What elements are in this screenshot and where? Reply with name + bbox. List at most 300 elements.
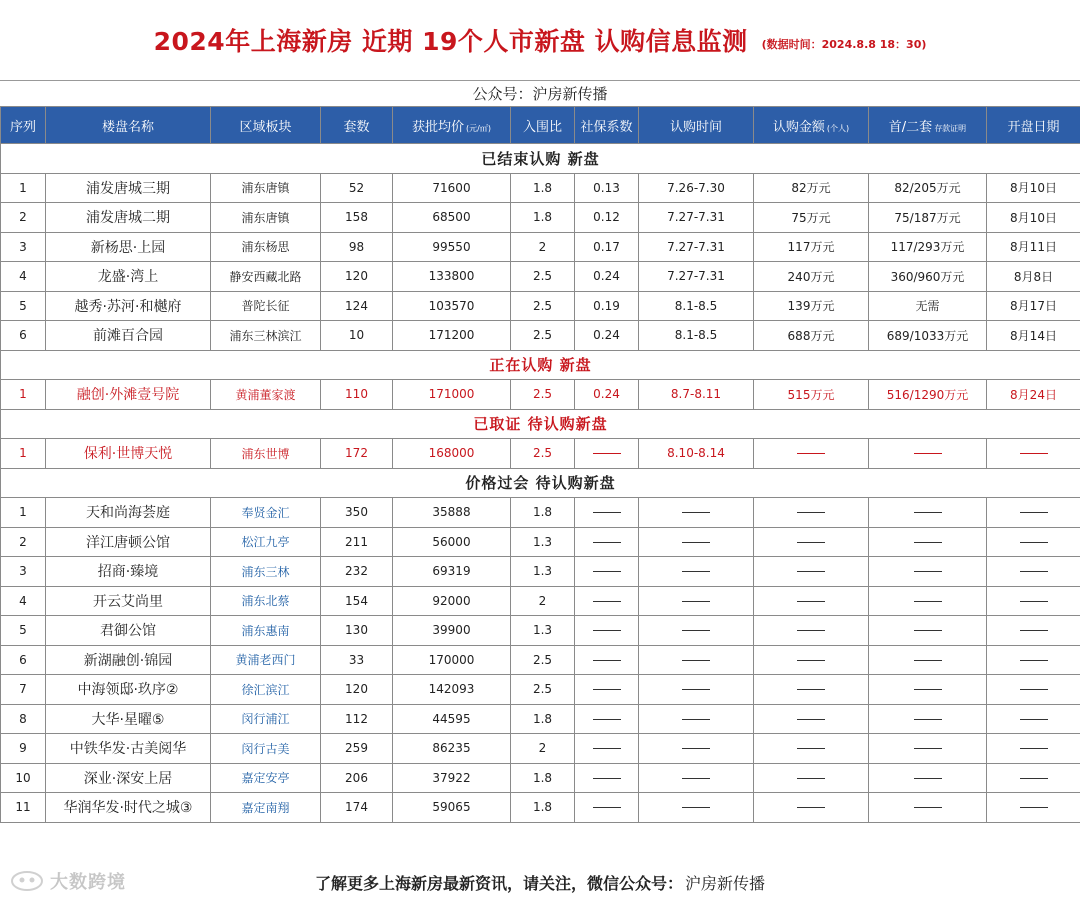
header-deposit-unit: 存款证明 (934, 123, 967, 133)
cell-open: 8月10日 (987, 173, 1080, 203)
dash-placeholder (914, 778, 942, 779)
cell-open (987, 616, 1080, 646)
cell-amount: 82万元 (754, 173, 869, 203)
cell-units: 98 (321, 232, 393, 262)
cell-open (987, 734, 1080, 764)
cell-ratio: 1.8 (511, 763, 575, 793)
header-price (393, 107, 511, 144)
dash-placeholder (593, 807, 621, 808)
cell-ratio: 1.8 (511, 793, 575, 823)
cell-units: 158 (321, 203, 393, 233)
cell-deposit (869, 704, 987, 734)
cell-social (575, 704, 639, 734)
cell-units: 259 (321, 734, 393, 764)
cell-units: 232 (321, 557, 393, 587)
table-row (1, 616, 1080, 646)
footer (0, 862, 1080, 903)
dash-placeholder (593, 660, 621, 661)
cell-deposit: 360/960万元 (869, 262, 987, 292)
cell-time (639, 763, 754, 793)
dash-placeholder (797, 778, 825, 779)
cell-amount (754, 527, 869, 557)
cell-ratio: 1.8 (511, 704, 575, 734)
cell-time: 8.1-8.5 (639, 321, 754, 351)
cell-seq: 9 (1, 734, 46, 764)
cell-deposit: 82/205万元 (869, 173, 987, 203)
cell-deposit (869, 527, 987, 557)
cell-amount: 240万元 (754, 262, 869, 292)
dash-placeholder (593, 453, 621, 454)
cell-social (575, 439, 639, 469)
footer-text: 了解更多上海新房最新资讯，请关注，微信公众号： (314, 874, 683, 893)
cell-name: 融创·外滩壹号院 (46, 380, 211, 410)
cell-time (639, 616, 754, 646)
cell-district: 徐汇滨江 (211, 675, 321, 705)
cell-ratio: 2.5 (511, 262, 575, 292)
section-ongoing-label: 正在认购 新盘 (1, 350, 1080, 380)
cell-seq: 5 (1, 291, 46, 321)
cell-district: 闵行浦江 (211, 704, 321, 734)
cell-name: 深业·深安上居 (46, 763, 211, 793)
cell-open (987, 645, 1080, 675)
watermark-text: 大数跨境 (50, 872, 126, 893)
header-deposit-label: 首/二套 (888, 119, 933, 135)
cell-time: 7.27-7.31 (639, 232, 754, 262)
cell-units: 120 (321, 675, 393, 705)
cell-district: 浦东北蔡 (211, 586, 321, 616)
title-bar (0, 0, 1080, 81)
cell-seq: 6 (1, 321, 46, 351)
dash-placeholder (797, 571, 825, 572)
dash-placeholder (914, 748, 942, 749)
table-row (1, 291, 1080, 321)
cell-deposit (869, 616, 987, 646)
cell-units: 120 (321, 262, 393, 292)
cell-deposit (869, 586, 987, 616)
cell-price: 92000 (393, 586, 511, 616)
cell-open (987, 586, 1080, 616)
cell-ratio: 1.8 (511, 203, 575, 233)
cell-social: 0.24 (575, 262, 639, 292)
cell-ratio: 1.8 (511, 173, 575, 203)
header-open: 开盘日期 (987, 107, 1080, 144)
dash-placeholder (682, 660, 710, 661)
table-row (1, 380, 1080, 410)
cell-time (639, 675, 754, 705)
cell-amount (754, 557, 869, 587)
dash-placeholder (797, 719, 825, 720)
cell-open: 8月24日 (987, 380, 1080, 410)
header-deposit (869, 107, 987, 144)
cell-ratio: 1.3 (511, 557, 575, 587)
cell-name: 开云艾尚里 (46, 586, 211, 616)
section-row-certified (1, 409, 1080, 439)
cell-social: 0.24 (575, 321, 639, 351)
cell-open (987, 527, 1080, 557)
dash-placeholder (914, 719, 942, 720)
dash-placeholder (593, 719, 621, 720)
cell-open: 8月10日 (987, 203, 1080, 233)
header-ratio: 入围比 (511, 107, 575, 144)
table-row (1, 203, 1080, 233)
table-body (1, 144, 1080, 823)
cell-seq: 3 (1, 557, 46, 587)
cell-time: 8.7-8.11 (639, 380, 754, 410)
cell-district: 黄浦董家渡 (211, 380, 321, 410)
cell-name: 中铁华发·古美阅华 (46, 734, 211, 764)
dash-placeholder (682, 748, 710, 749)
footer-account: 沪房新传播 (685, 874, 766, 893)
cell-seq: 4 (1, 262, 46, 292)
header-amount-unit: (个人) (826, 123, 850, 133)
dash-placeholder (1020, 542, 1048, 543)
dash-placeholder (914, 571, 942, 572)
dash-placeholder (914, 512, 942, 513)
cell-social (575, 616, 639, 646)
cell-social (575, 557, 639, 587)
dash-placeholder (797, 689, 825, 690)
dash-placeholder (1020, 778, 1048, 779)
table-row (1, 262, 1080, 292)
dash-placeholder (1020, 512, 1048, 513)
cell-time: 7.26-7.30 (639, 173, 754, 203)
cell-open: 8月17日 (987, 291, 1080, 321)
cell-name: 洋江唐顿公馆 (46, 527, 211, 557)
dash-placeholder (914, 601, 942, 602)
cell-name: 浦发唐城三期 (46, 173, 211, 203)
cell-deposit (869, 793, 987, 823)
cell-price: 35888 (393, 498, 511, 528)
cell-ratio: 2.5 (511, 675, 575, 705)
header-price-label: 获批均价 (412, 119, 465, 135)
cell-district: 浦东杨思 (211, 232, 321, 262)
cell-seq: 10 (1, 763, 46, 793)
cell-district: 浦东三林 (211, 557, 321, 587)
cell-price: 39900 (393, 616, 511, 646)
cell-seq: 4 (1, 586, 46, 616)
header-amount-label: 认购金额 (772, 119, 825, 135)
cell-seq: 1 (1, 498, 46, 528)
cell-open: 8月11日 (987, 232, 1080, 262)
listing-table (0, 106, 1080, 823)
cell-seq: 1 (1, 173, 46, 203)
cell-seq: 6 (1, 645, 46, 675)
dash-placeholder (682, 512, 710, 513)
cell-name: 君御公馆 (46, 616, 211, 646)
cell-social: 0.19 (575, 291, 639, 321)
table-row (1, 734, 1080, 764)
table-row (1, 321, 1080, 351)
cell-time: 7.27-7.31 (639, 262, 754, 292)
table-row (1, 704, 1080, 734)
cell-price: 103570 (393, 291, 511, 321)
cell-open (987, 704, 1080, 734)
cell-name: 龙盛·湾上 (46, 262, 211, 292)
dash-placeholder (593, 601, 621, 602)
cell-seq: 3 (1, 232, 46, 262)
table-row (1, 763, 1080, 793)
dash-placeholder (1020, 807, 1048, 808)
table-row (1, 557, 1080, 587)
cell-district: 黄浦老西门 (211, 645, 321, 675)
cell-ratio: 2.5 (511, 439, 575, 469)
cell-seq: 7 (1, 675, 46, 705)
table-row (1, 498, 1080, 528)
cell-units: 350 (321, 498, 393, 528)
cell-open (987, 498, 1080, 528)
cell-units: 211 (321, 527, 393, 557)
page-title: 2024年上海新房 近期 19个人市新盘 认购信息监测 (153, 27, 748, 56)
cell-amount (754, 439, 869, 469)
dash-placeholder (914, 807, 942, 808)
cell-price: 171200 (393, 321, 511, 351)
cell-social: 0.12 (575, 203, 639, 233)
cell-price: 37922 (393, 763, 511, 793)
dash-placeholder (682, 689, 710, 690)
cell-social: 0.17 (575, 232, 639, 262)
cell-price: 68500 (393, 203, 511, 233)
cell-amount (754, 645, 869, 675)
cell-deposit (869, 645, 987, 675)
cell-ratio: 2 (511, 232, 575, 262)
cell-deposit: 无需 (869, 291, 987, 321)
cell-district: 浦东唐镇 (211, 173, 321, 203)
cell-units: 174 (321, 793, 393, 823)
cell-price: 170000 (393, 645, 511, 675)
cell-deposit (869, 557, 987, 587)
cell-social: 0.13 (575, 173, 639, 203)
dash-placeholder (797, 748, 825, 749)
cell-open (987, 763, 1080, 793)
cell-units: 33 (321, 645, 393, 675)
cell-district: 松江九亭 (211, 527, 321, 557)
cell-district: 浦东唐镇 (211, 203, 321, 233)
cell-amount: 117万元 (754, 232, 869, 262)
cell-district: 闵行古美 (211, 734, 321, 764)
cell-time (639, 527, 754, 557)
table-row (1, 586, 1080, 616)
cell-name: 前滩百合园 (46, 321, 211, 351)
dash-placeholder (593, 689, 621, 690)
dash-placeholder (797, 512, 825, 513)
dash-placeholder (682, 807, 710, 808)
cell-price: 142093 (393, 675, 511, 705)
dash-placeholder (593, 630, 621, 631)
cell-district: 静安西藏北路 (211, 262, 321, 292)
cell-price: 69319 (393, 557, 511, 587)
cell-district: 嘉定安亭 (211, 763, 321, 793)
table-header-row (1, 107, 1080, 144)
cell-time (639, 498, 754, 528)
dash-placeholder (682, 719, 710, 720)
cell-amount (754, 793, 869, 823)
dash-placeholder (593, 512, 621, 513)
header-time: 认购时间 (639, 107, 754, 144)
dash-placeholder (1020, 719, 1048, 720)
cell-name: 招商·臻境 (46, 557, 211, 587)
cell-price: 171000 (393, 380, 511, 410)
dash-placeholder (1020, 748, 1048, 749)
cell-name: 中海领邸·玖序② (46, 675, 211, 705)
cell-time: 7.27-7.31 (639, 203, 754, 233)
section-row-ended (1, 144, 1080, 174)
cell-units: 112 (321, 704, 393, 734)
dash-placeholder (1020, 601, 1048, 602)
cell-open: 8月8日 (987, 262, 1080, 292)
dash-placeholder (914, 660, 942, 661)
cell-open (987, 793, 1080, 823)
cell-amount (754, 704, 869, 734)
cell-amount (754, 734, 869, 764)
cell-social: 0.24 (575, 380, 639, 410)
header-amount (754, 107, 869, 144)
data-time-note: (数据时间：2024.8.8 18：30) (761, 38, 927, 51)
cell-units: 52 (321, 173, 393, 203)
section-certified-label: 已取证 待认购新盘 (1, 409, 1080, 439)
section-priced-label: 价格过会 待认购新盘 (1, 468, 1080, 498)
cell-seq: 11 (1, 793, 46, 823)
cell-ratio: 2.5 (511, 380, 575, 410)
cell-seq: 8 (1, 704, 46, 734)
cell-deposit: 75/187万元 (869, 203, 987, 233)
cell-district: 奉贤金汇 (211, 498, 321, 528)
dash-placeholder (797, 542, 825, 543)
cell-deposit (869, 763, 987, 793)
cell-deposit (869, 498, 987, 528)
cell-units: 130 (321, 616, 393, 646)
cell-name: 华润华发·时代之城③ (46, 793, 211, 823)
cell-name: 保利·世博天悦 (46, 439, 211, 469)
cell-price: 71600 (393, 173, 511, 203)
cell-name: 浦发唐城二期 (46, 203, 211, 233)
cell-amount (754, 675, 869, 705)
cell-social (575, 675, 639, 705)
cell-time (639, 557, 754, 587)
dash-placeholder (1020, 571, 1048, 572)
cell-name: 天和尚海荟庭 (46, 498, 211, 528)
dash-placeholder (593, 542, 621, 543)
cell-seq: 2 (1, 527, 46, 557)
header-units: 套数 (321, 107, 393, 144)
cell-deposit (869, 734, 987, 764)
table-row (1, 793, 1080, 823)
cell-social (575, 527, 639, 557)
cell-ratio: 2 (511, 734, 575, 764)
cell-district: 浦东三林滨江 (211, 321, 321, 351)
cell-deposit (869, 439, 987, 469)
cell-ratio: 2.5 (511, 645, 575, 675)
cell-name: 越秀·苏河·和樾府 (46, 291, 211, 321)
dash-placeholder (797, 807, 825, 808)
cell-units: 172 (321, 439, 393, 469)
cell-deposit: 516/1290万元 (869, 380, 987, 410)
dash-placeholder (682, 542, 710, 543)
cell-deposit: 117/293万元 (869, 232, 987, 262)
cell-seq: 1 (1, 439, 46, 469)
cell-price: 133800 (393, 262, 511, 292)
dash-placeholder (914, 453, 942, 454)
cell-time: 8.10-8.14 (639, 439, 754, 469)
cell-amount: 75万元 (754, 203, 869, 233)
cell-deposit: 689/1033万元 (869, 321, 987, 351)
cell-amount (754, 763, 869, 793)
dash-placeholder (1020, 630, 1048, 631)
table-row (1, 527, 1080, 557)
dash-placeholder (797, 660, 825, 661)
cell-ratio: 2.5 (511, 321, 575, 351)
header-social: 社保系数 (575, 107, 639, 144)
watermark (10, 866, 126, 896)
cell-price: 44595 (393, 704, 511, 734)
cell-open (987, 675, 1080, 705)
dash-placeholder (593, 778, 621, 779)
cell-price: 86235 (393, 734, 511, 764)
cell-ratio: 1.3 (511, 527, 575, 557)
cell-social (575, 793, 639, 823)
cell-social (575, 734, 639, 764)
cell-name: 新杨思·上园 (46, 232, 211, 262)
dash-placeholder (682, 778, 710, 779)
section-row-priced (1, 468, 1080, 498)
header-seq: 序列 (1, 107, 46, 144)
cell-time (639, 704, 754, 734)
cell-amount: 515万元 (754, 380, 869, 410)
cell-time (639, 645, 754, 675)
source-account: 公众号：沪房新传播 (472, 84, 608, 103)
cell-ratio: 2.5 (511, 291, 575, 321)
cell-amount (754, 586, 869, 616)
cell-units: 206 (321, 763, 393, 793)
dash-placeholder (797, 601, 825, 602)
header-name: 楼盘名称 (46, 107, 211, 144)
dash-placeholder (1020, 453, 1048, 454)
dash-placeholder (1020, 689, 1048, 690)
cell-ratio: 1.3 (511, 616, 575, 646)
table-row (1, 675, 1080, 705)
cell-units: 10 (321, 321, 393, 351)
cell-social (575, 645, 639, 675)
cell-time (639, 793, 754, 823)
cell-district: 普陀长征 (211, 291, 321, 321)
header-district: 区域板块 (211, 107, 321, 144)
cell-amount (754, 498, 869, 528)
cell-time (639, 586, 754, 616)
dash-placeholder (682, 630, 710, 631)
header-price-unit: (元/㎡) (466, 123, 491, 133)
cell-open (987, 439, 1080, 469)
section-row-ongoing (1, 350, 1080, 380)
cell-social (575, 763, 639, 793)
cell-district: 嘉定南翔 (211, 793, 321, 823)
cell-social (575, 498, 639, 528)
cell-units: 124 (321, 291, 393, 321)
cell-ratio: 2 (511, 586, 575, 616)
dash-placeholder (682, 601, 710, 602)
cell-amount: 139万元 (754, 291, 869, 321)
dash-placeholder (797, 453, 825, 454)
dash-placeholder (914, 542, 942, 543)
cell-units: 110 (321, 380, 393, 410)
cell-time: 8.1-8.5 (639, 291, 754, 321)
dash-placeholder (593, 571, 621, 572)
table-row (1, 439, 1080, 469)
cell-deposit (869, 675, 987, 705)
cell-social (575, 586, 639, 616)
cell-seq: 2 (1, 203, 46, 233)
cell-price: 56000 (393, 527, 511, 557)
table-row (1, 232, 1080, 262)
cell-amount (754, 616, 869, 646)
